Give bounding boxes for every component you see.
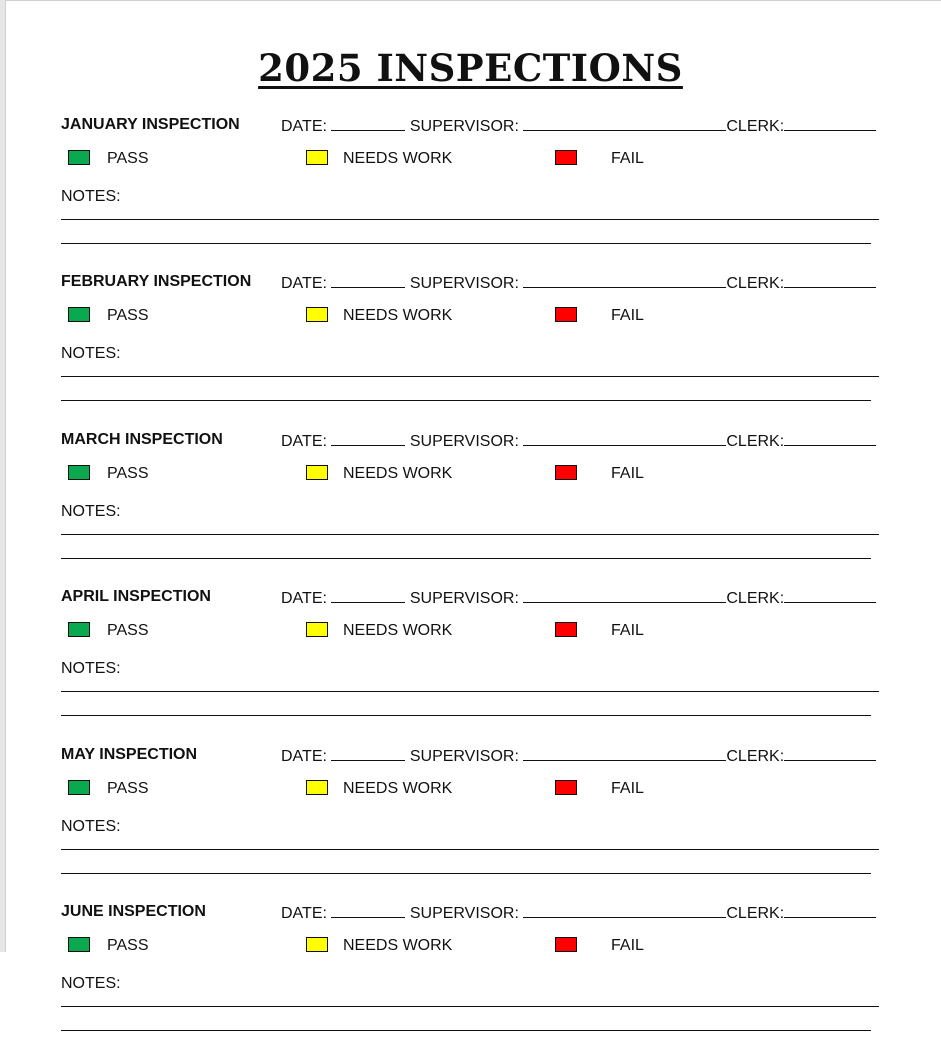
supervisor-field[interactable] bbox=[523, 746, 726, 761]
clerk-field[interactable] bbox=[784, 746, 876, 761]
section-title: MAY INSPECTION bbox=[61, 746, 198, 763]
fail-checkbox[interactable] bbox=[555, 307, 577, 322]
inspection-section-6 bbox=[0, 903, 941, 1061]
pass-checkbox[interactable] bbox=[68, 780, 90, 795]
clerk-field[interactable] bbox=[784, 273, 876, 288]
supervisor-label: SUPERVISOR: bbox=[409, 590, 519, 607]
date-field[interactable] bbox=[331, 588, 405, 603]
needs-work-checkbox[interactable] bbox=[306, 150, 328, 165]
notes-label: NOTES: bbox=[61, 975, 121, 992]
notes-label: NOTES: bbox=[61, 188, 121, 205]
fail-checkbox[interactable] bbox=[555, 150, 577, 165]
notes-line[interactable] bbox=[61, 849, 879, 850]
notes-line[interactable] bbox=[61, 1006, 879, 1007]
fail-label: FAIL bbox=[611, 780, 644, 797]
date-label: DATE: bbox=[281, 433, 327, 450]
notes-label: NOTES: bbox=[61, 660, 121, 677]
notes-line[interactable] bbox=[61, 558, 871, 559]
notes-line[interactable] bbox=[61, 1030, 871, 1031]
notes-line[interactable] bbox=[61, 534, 879, 535]
pass-label: PASS bbox=[107, 937, 149, 954]
clerk-label: CLERK: bbox=[726, 433, 785, 450]
section-title: FEBRUARY INSPECTION bbox=[61, 273, 252, 290]
notes-line[interactable] bbox=[61, 376, 879, 377]
date-label: DATE: bbox=[281, 590, 327, 607]
page-title bbox=[0, 46, 941, 90]
supervisor-label: SUPERVISOR: bbox=[409, 433, 519, 450]
clerk-label: CLERK: bbox=[726, 275, 785, 292]
clerk-label: CLERK: bbox=[726, 905, 785, 922]
notes-label: NOTES: bbox=[61, 345, 121, 362]
section-fields bbox=[281, 746, 876, 766]
fail-label: FAIL bbox=[611, 150, 644, 167]
notes-line[interactable] bbox=[61, 219, 879, 220]
clerk-field[interactable] bbox=[784, 116, 876, 131]
fail-label: FAIL bbox=[611, 307, 644, 324]
supervisor-field[interactable] bbox=[523, 903, 726, 918]
pass-label: PASS bbox=[107, 150, 149, 167]
section-title: MARCH INSPECTION bbox=[61, 431, 223, 448]
supervisor-field[interactable] bbox=[523, 116, 726, 131]
supervisor-label: SUPERVISOR: bbox=[409, 748, 519, 765]
pass-checkbox[interactable] bbox=[68, 622, 90, 637]
inspection-section-5 bbox=[0, 746, 941, 904]
needs-work-label: NEEDS WORK bbox=[343, 622, 453, 639]
notes-line[interactable] bbox=[61, 873, 871, 874]
page-title-text: 2025 INSPECTIONS bbox=[258, 46, 683, 90]
fail-checkbox[interactable] bbox=[555, 465, 577, 480]
section-fields bbox=[281, 273, 876, 293]
date-label: DATE: bbox=[281, 118, 327, 135]
pass-checkbox[interactable] bbox=[68, 465, 90, 480]
date-field[interactable] bbox=[331, 116, 405, 131]
notes-line[interactable] bbox=[61, 243, 871, 244]
pass-checkbox[interactable] bbox=[68, 937, 90, 952]
pass-label: PASS bbox=[107, 780, 149, 797]
inspection-section-4 bbox=[0, 588, 941, 746]
pass-label: PASS bbox=[107, 465, 149, 482]
fail-checkbox[interactable] bbox=[555, 937, 577, 952]
pass-label: PASS bbox=[107, 307, 149, 324]
section-fields bbox=[281, 588, 876, 608]
supervisor-label: SUPERVISOR: bbox=[409, 118, 519, 135]
fail-label: FAIL bbox=[611, 937, 644, 954]
date-field[interactable] bbox=[331, 431, 405, 446]
supervisor-field[interactable] bbox=[523, 431, 726, 446]
notes-line[interactable] bbox=[61, 691, 879, 692]
clerk-label: CLERK: bbox=[726, 748, 785, 765]
notes-line[interactable] bbox=[61, 400, 871, 401]
section-fields bbox=[281, 431, 876, 451]
needs-work-label: NEEDS WORK bbox=[343, 780, 453, 797]
supervisor-field[interactable] bbox=[523, 588, 726, 603]
supervisor-label: SUPERVISOR: bbox=[409, 905, 519, 922]
needs-work-label: NEEDS WORK bbox=[343, 307, 453, 324]
needs-work-label: NEEDS WORK bbox=[343, 937, 453, 954]
inspection-section-3 bbox=[0, 431, 941, 589]
inspection-section-2 bbox=[0, 273, 941, 431]
section-fields bbox=[281, 116, 876, 136]
notes-line[interactable] bbox=[61, 715, 871, 716]
date-field[interactable] bbox=[331, 903, 405, 918]
supervisor-label: SUPERVISOR: bbox=[409, 275, 519, 292]
clerk-field[interactable] bbox=[784, 431, 876, 446]
needs-work-checkbox[interactable] bbox=[306, 465, 328, 480]
pass-label: PASS bbox=[107, 622, 149, 639]
fail-checkbox[interactable] bbox=[555, 622, 577, 637]
inspection-section-1 bbox=[0, 116, 941, 274]
pass-checkbox[interactable] bbox=[68, 307, 90, 322]
notes-label: NOTES: bbox=[61, 503, 121, 520]
supervisor-field[interactable] bbox=[523, 273, 726, 288]
needs-work-checkbox[interactable] bbox=[306, 780, 328, 795]
needs-work-checkbox[interactable] bbox=[306, 622, 328, 637]
needs-work-label: NEEDS WORK bbox=[343, 465, 453, 482]
section-title: JUNE INSPECTION bbox=[61, 903, 206, 920]
page-top-border bbox=[0, 0, 941, 1]
clerk-field[interactable] bbox=[784, 903, 876, 918]
section-title: JANUARY INSPECTION bbox=[61, 116, 240, 133]
section-title: APRIL INSPECTION bbox=[61, 588, 211, 605]
clerk-label: CLERK: bbox=[726, 590, 785, 607]
needs-work-checkbox[interactable] bbox=[306, 307, 328, 322]
date-field[interactable] bbox=[331, 746, 405, 761]
date-label: DATE: bbox=[281, 275, 327, 292]
fail-label: FAIL bbox=[611, 465, 644, 482]
section-fields bbox=[281, 903, 876, 923]
date-label: DATE: bbox=[281, 905, 327, 922]
needs-work-label: NEEDS WORK bbox=[343, 150, 453, 167]
fail-label: FAIL bbox=[611, 622, 644, 639]
needs-work-checkbox[interactable] bbox=[306, 937, 328, 952]
notes-label: NOTES: bbox=[61, 818, 121, 835]
clerk-label: CLERK: bbox=[726, 118, 785, 135]
clerk-field[interactable] bbox=[784, 588, 876, 603]
fail-checkbox[interactable] bbox=[555, 780, 577, 795]
date-label: DATE: bbox=[281, 748, 327, 765]
date-field[interactable] bbox=[331, 273, 405, 288]
pass-checkbox[interactable] bbox=[68, 150, 90, 165]
